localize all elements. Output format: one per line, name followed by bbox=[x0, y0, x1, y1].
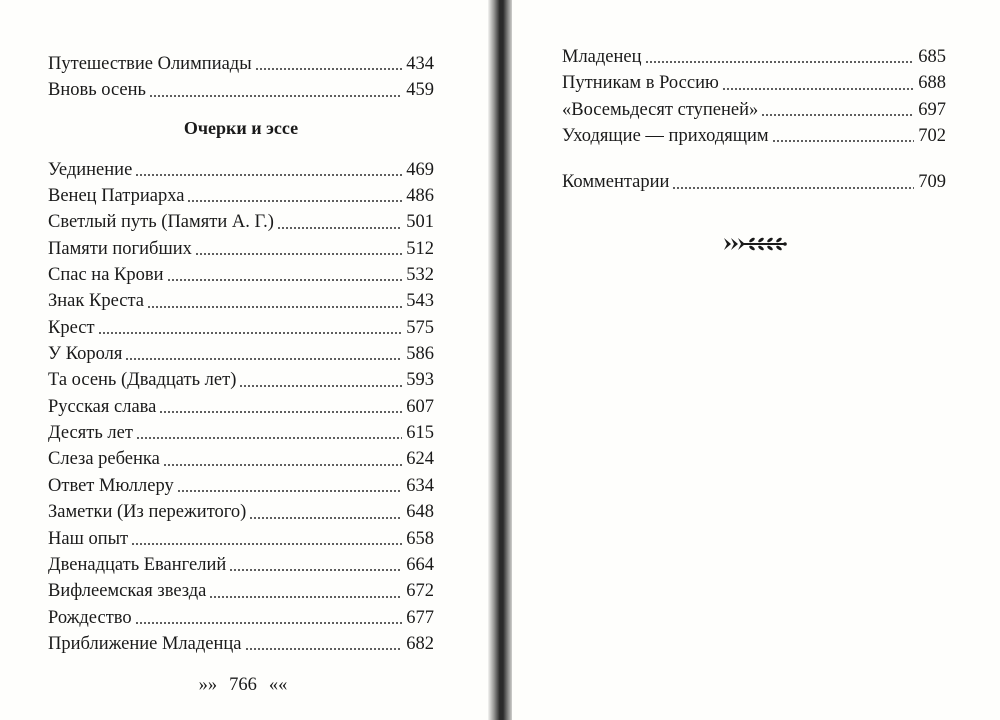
toc-entry-page: 532 bbox=[406, 265, 434, 286]
toc-left bbox=[48, 51, 434, 657]
toc-entry-page: 434 bbox=[406, 54, 434, 74]
dot-leader bbox=[159, 411, 402, 413]
toc-entry bbox=[48, 77, 434, 103]
dot-leader bbox=[149, 95, 402, 97]
dot-leader bbox=[645, 61, 915, 63]
toc-entry-page: 459 bbox=[406, 80, 434, 101]
page-folio bbox=[193, 672, 293, 698]
dot-leader bbox=[136, 437, 402, 439]
book-gutter bbox=[488, 0, 514, 720]
toc-entry-page: 634 bbox=[406, 475, 434, 496]
left-page bbox=[0, 0, 490, 720]
toc-entry-page: 586 bbox=[406, 344, 434, 365]
toc-entry-page: 624 bbox=[406, 449, 434, 470]
toc-entry-page: 501 bbox=[406, 212, 434, 233]
toc-entry-title: Заметки (Из пережитого) bbox=[48, 502, 247, 523]
toc-entry bbox=[48, 446, 434, 472]
toc-entry bbox=[48, 341, 434, 367]
toc-entry bbox=[48, 157, 434, 183]
toc-entry bbox=[48, 183, 434, 209]
page-number: 766 bbox=[229, 674, 257, 695]
toc-right bbox=[562, 44, 946, 196]
toc-entry bbox=[48, 315, 434, 341]
toc-entry-page: 593 bbox=[406, 370, 434, 391]
dot-leader bbox=[672, 187, 914, 189]
toc-entry-page: 709 bbox=[918, 172, 946, 193]
dot-leader bbox=[761, 114, 914, 116]
folio-left-ornament: »» bbox=[198, 674, 218, 695]
toc-entry-title: У Короля bbox=[48, 344, 123, 365]
dot-leader bbox=[209, 596, 402, 598]
toc-entry-title: Наш опыт bbox=[48, 528, 129, 549]
dot-leader bbox=[249, 517, 402, 519]
section-heading: Очерки и эссе bbox=[183, 117, 299, 138]
dot-leader bbox=[167, 279, 403, 281]
toc-entry-title: Спас на Крови bbox=[48, 265, 164, 286]
dot-leader bbox=[229, 569, 402, 571]
folio-right-ornament: «« bbox=[268, 674, 288, 695]
dot-leader bbox=[135, 622, 403, 624]
toc-entry-page: 486 bbox=[406, 186, 434, 207]
toc-entry-title: Памяти погибших bbox=[48, 238, 192, 259]
toc-entry bbox=[562, 169, 946, 195]
toc-entry-page: 648 bbox=[406, 502, 434, 523]
toc-entry-page: 677 bbox=[406, 607, 434, 628]
dot-leader bbox=[131, 543, 402, 545]
toc-entry-title: Слеза ребенка bbox=[48, 449, 160, 470]
dot-leader bbox=[187, 200, 402, 202]
toc-entry bbox=[48, 288, 434, 314]
dot-leader bbox=[135, 174, 402, 176]
toc-entry-page: 512 bbox=[406, 238, 434, 259]
dot-leader bbox=[125, 358, 402, 360]
toc-entry-page: 682 bbox=[406, 633, 434, 654]
dot-leader bbox=[277, 227, 402, 229]
toc-entry bbox=[48, 552, 434, 578]
toc-entry-title: Светлый путь (Памяти А. Г.) bbox=[48, 212, 274, 233]
toc-entry bbox=[48, 499, 434, 525]
toc-entry bbox=[48, 526, 434, 552]
toc-entry bbox=[562, 44, 946, 70]
toc-entry-title: Та осень (Двадцать лет) bbox=[48, 370, 237, 391]
toc-entry-title: Вновь осень bbox=[48, 80, 146, 101]
toc-entry-title: Крест bbox=[48, 317, 95, 338]
dot-leader bbox=[245, 648, 403, 650]
toc-entry bbox=[48, 420, 434, 446]
toc-entry bbox=[48, 367, 434, 393]
toc-entry-page: 685 bbox=[918, 47, 946, 67]
toc-entry bbox=[48, 605, 434, 631]
toc-entry bbox=[48, 262, 434, 288]
toc-entry-page: 672 bbox=[406, 581, 434, 602]
dot-leader bbox=[239, 385, 402, 387]
dot-leader bbox=[98, 332, 403, 334]
toc-entry-page: 664 bbox=[406, 554, 434, 575]
toc-entry-title: Комментарии bbox=[562, 172, 670, 193]
toc-entry-title: Ответ Мюллеру bbox=[48, 475, 174, 496]
toc-entry-page: 543 bbox=[406, 291, 434, 312]
dot-leader bbox=[195, 253, 402, 255]
toc-entry-title: Приближение Младенца bbox=[48, 633, 242, 654]
spacer bbox=[562, 149, 946, 169]
fleuron-icon bbox=[722, 234, 788, 254]
toc-entry-page: 697 bbox=[918, 99, 946, 120]
dot-leader bbox=[177, 490, 403, 492]
toc-entry bbox=[48, 631, 434, 657]
toc-entry bbox=[48, 473, 434, 499]
toc-entry-title: «Восемьдесят ступеней» bbox=[562, 99, 759, 120]
toc-entry bbox=[48, 394, 434, 420]
dot-leader bbox=[163, 464, 402, 466]
toc-entry-title: Вифлеемская звезда bbox=[48, 581, 207, 602]
toc-entry-title: Венец Патриарха bbox=[48, 186, 185, 207]
toc-entry-title: Уединение bbox=[48, 159, 133, 180]
toc-entry-page: 575 bbox=[406, 317, 434, 338]
right-page bbox=[512, 0, 1000, 720]
toc-entry bbox=[562, 97, 946, 123]
toc-entry-page: 615 bbox=[406, 423, 434, 444]
toc-entry-title: Рождество bbox=[48, 607, 132, 628]
toc-entry-title: Знак Креста bbox=[48, 291, 144, 312]
dot-leader bbox=[772, 140, 915, 142]
toc-entry-title: Путешествие Олимпиады bbox=[48, 54, 252, 74]
toc-entry bbox=[562, 123, 946, 149]
toc-entry bbox=[562, 70, 946, 96]
toc-entry-title: Уходящие — приходящим bbox=[562, 126, 769, 147]
toc-entry-page: 688 bbox=[918, 73, 946, 94]
toc-entry bbox=[48, 51, 434, 77]
dot-leader bbox=[722, 88, 914, 90]
dot-leader bbox=[255, 68, 403, 70]
toc-entry-title: Двенадцать Евангелий bbox=[48, 554, 227, 575]
toc-entry-page: 469 bbox=[406, 159, 434, 180]
toc-entry-title: Путникам в Россию bbox=[562, 73, 719, 94]
toc-entry bbox=[48, 236, 434, 262]
toc-entry bbox=[48, 578, 434, 604]
toc-entry-page: 702 bbox=[918, 126, 946, 147]
toc-entry-title: Русская слава bbox=[48, 396, 157, 417]
toc-entry-page: 607 bbox=[406, 396, 434, 417]
toc-entry-page: 658 bbox=[406, 528, 434, 549]
toc-entry bbox=[48, 209, 434, 235]
dot-leader bbox=[147, 306, 402, 308]
toc-entry-title: Младенец bbox=[562, 47, 642, 67]
toc-entry-title: Десять лет bbox=[48, 423, 133, 444]
